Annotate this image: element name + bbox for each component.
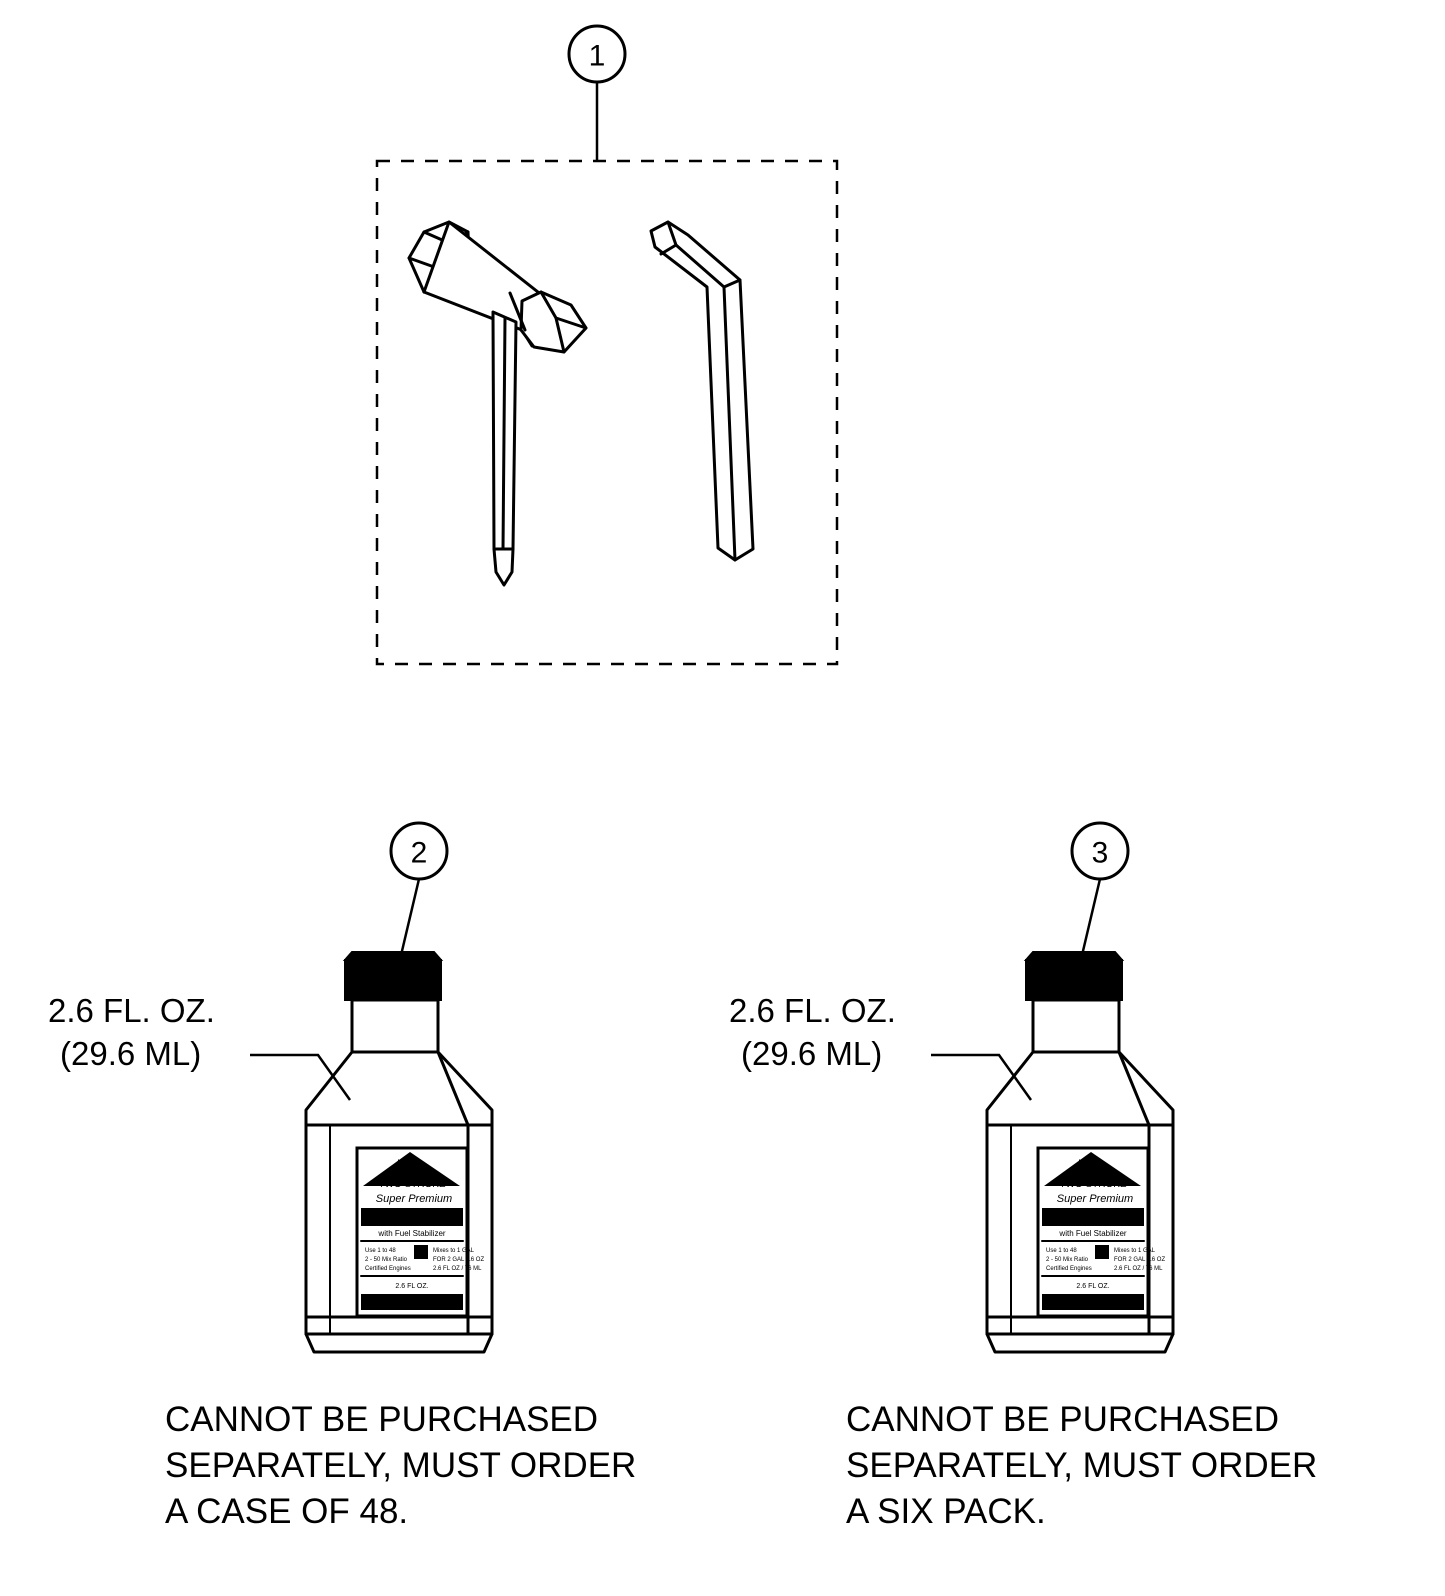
item-2-group — [48, 823, 636, 1531]
dimension-3-line1: 2.6 FL. OZ. — [729, 992, 896, 1029]
label-col2-l2: FOR 2 GAL 2.6 OZ — [1114, 1257, 1166, 1263]
label-line1: NO — [1078, 1158, 1092, 1168]
note-2-line3: A CASE OF 48. — [165, 1492, 409, 1531]
label-script: Super Premium — [1056, 1193, 1134, 1205]
label-col2-l3: 2.6 FL OZ / 76 ML — [433, 1266, 482, 1272]
label-col1-l3: Certified Engines — [1046, 1266, 1092, 1272]
note-2-line2: SEPARATELY, MUST ORDER — [165, 1446, 637, 1485]
note-3-line3: A SIX PACK. — [846, 1492, 1046, 1531]
label-col1-l1: Use 1 to 48 — [365, 1248, 396, 1254]
label-col1-l2: 2 - 50 Mix Ratio — [365, 1257, 408, 1263]
callout-2-number: 2 — [410, 836, 428, 870]
label-col2-l1: Mixes to 1 GAL — [1114, 1248, 1156, 1254]
label-line2: SMOKE — [1070, 1168, 1108, 1179]
bottle-label-2 — [357, 1148, 484, 1316]
callout-3-number: 3 — [1091, 836, 1109, 870]
label-line1: NO — [397, 1158, 411, 1168]
label-col1-l3: Certified Engines — [365, 1266, 411, 1272]
note-3-line2: SEPARATELY, MUST ORDER — [846, 1446, 1318, 1485]
note-2-line1: CANNOT BE PURCHASED — [165, 1400, 599, 1439]
dimension-2-line2: (29.6 ML) — [60, 1035, 202, 1072]
spark-plug-wrench-screwdriver — [409, 222, 586, 585]
label-line4: SYNTHETIC BLEND — [360, 1212, 464, 1224]
dimension-2-line1: 2.6 FL. OZ. — [48, 992, 215, 1029]
label-line3: TWO STROKE — [378, 1179, 446, 1190]
callout-1-number: 1 — [588, 39, 606, 73]
label-line3: TWO STROKE — [1059, 1179, 1127, 1190]
note-3-line1: CANNOT BE PURCHASED — [846, 1400, 1280, 1439]
label-line4: SYNTHETIC BLEND — [1041, 1212, 1145, 1224]
bottle-label-3 — [1038, 1148, 1165, 1316]
label-script: Super Premium — [375, 1193, 453, 1205]
label-volume: 2.6 FL OZ. — [1076, 1283, 1110, 1290]
dimension-3-line2: (29.6 ML) — [741, 1035, 883, 1072]
label-line5: with Fuel Stabilizer — [1059, 1229, 1127, 1238]
oil-bottle-case — [306, 952, 492, 1352]
hex-key-allen-wrench — [651, 222, 753, 560]
label-col2-l2: FOR 2 GAL 2.6 OZ — [433, 1257, 485, 1263]
item-3-group — [729, 823, 1317, 1531]
oil-bottle-sixpack — [987, 952, 1173, 1352]
label-volume: 2.6 FL OZ. — [395, 1283, 429, 1290]
label-line5: with Fuel Stabilizer — [378, 1229, 446, 1238]
label-col1-l2: 2 - 50 Mix Ratio — [1046, 1257, 1089, 1263]
item-1-group — [377, 26, 837, 664]
label-col1-l1: Use 1 to 48 — [1046, 1248, 1077, 1254]
label-col2-l3: 2.6 FL OZ / 76 ML — [1114, 1266, 1163, 1272]
label-col2-l1: Mixes to 1 GAL — [433, 1248, 475, 1254]
label-line2: SMOKE — [389, 1168, 427, 1179]
